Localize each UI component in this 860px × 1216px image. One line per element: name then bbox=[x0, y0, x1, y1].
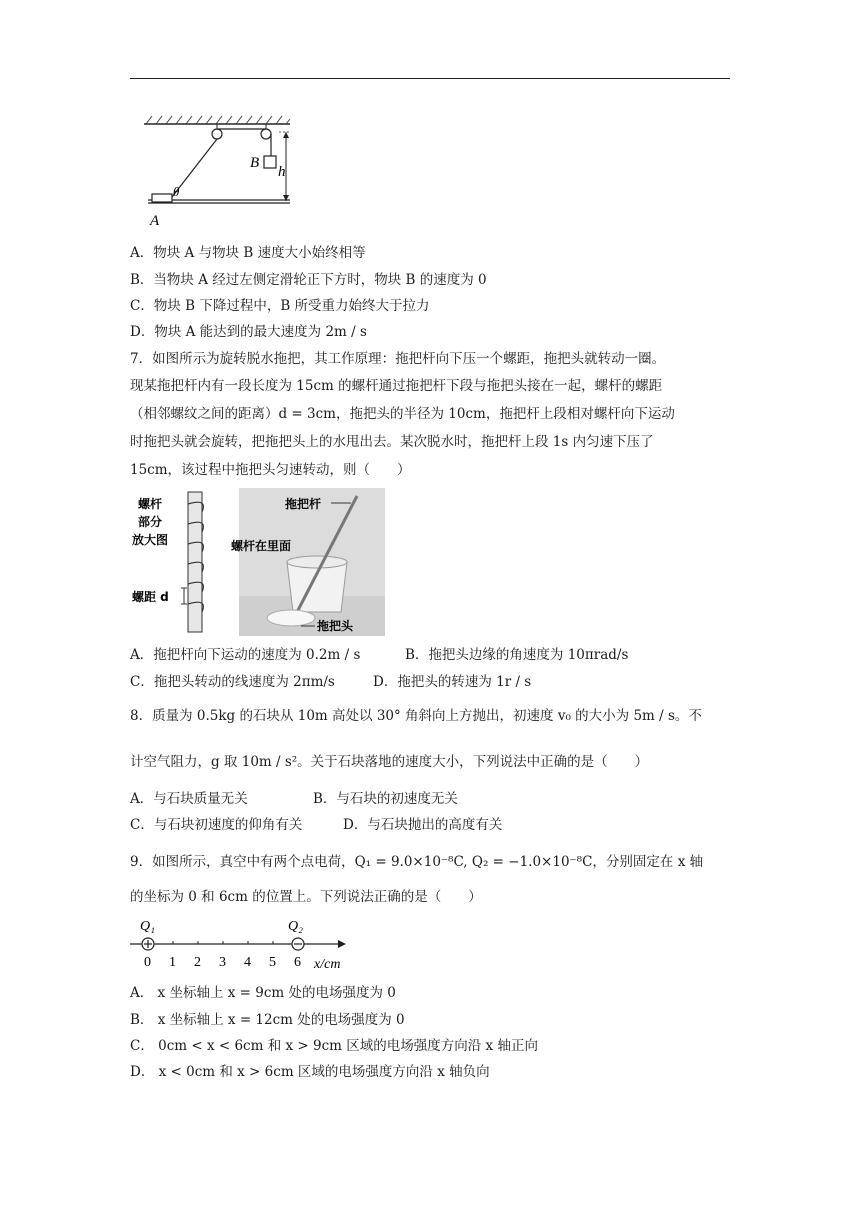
q2-label: Q₂ bbox=[288, 919, 303, 934]
screw-label-2: 部分 bbox=[138, 515, 163, 529]
q8-option-b: B．与石块的初速度无关 bbox=[313, 791, 458, 807]
block-a-label: A bbox=[150, 213, 160, 229]
mop-photo bbox=[231, 488, 385, 636]
axis-tick-label: 6 bbox=[294, 955, 301, 970]
theta-label: θ bbox=[173, 184, 180, 199]
pulley-figure bbox=[138, 112, 298, 230]
q7-option-c: C．拖把头转动的线速度为 2πm/s bbox=[130, 674, 335, 690]
axis-tick-label: 4 bbox=[244, 955, 251, 970]
q6-option-b: B．当物块 A 经过左侧定滑轮正下方时，物块 B 的速度为 0 bbox=[130, 272, 487, 288]
mop-handle-label: 拖把杆 bbox=[285, 497, 322, 511]
screw-label-1: 螺杆 bbox=[138, 497, 163, 511]
q7-option-b: B．拖把头边缘的角速度为 10πrad/s bbox=[405, 647, 629, 663]
q9-option-b: B． x 坐标轴上 x = 12cm 处的电场强度为 0 bbox=[130, 1012, 405, 1028]
q7-text-2: 现某拖把杆内有一段长度为 15cm 的螺杆通过拖把杆下段与拖把头接在一起，螺杆的螺距 bbox=[130, 378, 663, 394]
q9-text-2: 的坐标为 0 和 6cm 的位置上。下列说法正确的是（ ） bbox=[130, 889, 482, 905]
axis-tick-label: 5 bbox=[269, 955, 276, 970]
q7-option-a: A．拖把杆向下运动的速度为 0.2m / s bbox=[130, 647, 361, 663]
screw-enlarged-figure bbox=[130, 488, 220, 636]
axis-tick-label: 0 bbox=[144, 955, 151, 970]
q6-option-c: C．物块 B 下降过程中，B 所受重力始终大于拉力 bbox=[130, 298, 430, 314]
q9-option-c: C． 0cm < x < 6cm 和 x > 9cm 区域的电场强度方向沿 x 轴正向 bbox=[130, 1038, 538, 1054]
q8-option-a: A．与石块质量无关 bbox=[130, 791, 248, 807]
mop-head-label: 拖把头 bbox=[317, 619, 354, 633]
q7-option-d: D．拖把头的转速为 1r / s bbox=[373, 674, 532, 690]
q7-text-5: 15cm，该过程中拖把头匀速转动，则（ ） bbox=[130, 462, 411, 478]
q1-label: Q₁ bbox=[140, 919, 155, 934]
charge-axis-figure bbox=[128, 916, 368, 972]
header-rule bbox=[130, 78, 730, 79]
q9-option-a: A． x 坐标轴上 x = 9cm 处的电场强度为 0 bbox=[130, 985, 396, 1001]
q8-text-2: 计空气阻力，g 取 10m / s²。关于石块落地的速度大小，下列说法中正确的是（ ） bbox=[130, 754, 649, 770]
screw-label-3: 放大图 bbox=[132, 533, 169, 547]
screw-inside-label: 螺杆在里面 bbox=[231, 539, 292, 553]
q8-text-1: 8．质量为 0.5kg 的石块从 10m 高处以 30° 角斜向上方抛出，初速度 v₀ 的大小为 5m / s。不 bbox=[130, 708, 702, 724]
q7-text-1: 7．如图所示为旋转脱水拖把，其工作原理：拖把杆向下压一个螺距，拖把头就转动一圈。 bbox=[130, 351, 666, 367]
q6-option-a: A．物块 A 与物块 B 速度大小始终相等 bbox=[130, 245, 366, 261]
axis-tick-label: 3 bbox=[219, 955, 226, 970]
q7-text-4: 时拖把头就会旋转，把拖把头上的水甩出去。某次脱水时，拖把杆上段 1s 内匀速下压了 bbox=[130, 434, 654, 450]
block-b-label: B bbox=[250, 155, 260, 171]
q6-option-d: D．物块 A 能达到的最大速度为 2m / s bbox=[130, 324, 367, 340]
q8-option-c: C．与石块初速度的仰角有关 bbox=[130, 817, 303, 833]
q9-option-d: D． x < 0cm 和 x > 6cm 区域的电场强度方向沿 x 轴负向 bbox=[130, 1064, 490, 1080]
q8-option-d: D．与石块抛出的高度有关 bbox=[343, 817, 503, 833]
q9-text-1: 9．如图所示，真空中有两个点电荷，Q₁ = 9.0×10⁻⁸C, Q₂ = −1.0×10⁻⁸C，分别固定在 x 轴 bbox=[130, 854, 704, 870]
axis-tick-label: 1 bbox=[169, 955, 176, 970]
axis-tick-label: 2 bbox=[194, 955, 201, 970]
axis-unit-label: x/cm bbox=[314, 957, 341, 972]
pitch-label: 螺距 d bbox=[132, 590, 169, 604]
q7-text-3: （相邻螺纹之间的距离）d = 3cm，拖把头的半径为 10cm，拖把杆上段相对螺杆向下运动 bbox=[130, 406, 675, 422]
height-label: h bbox=[278, 164, 286, 180]
